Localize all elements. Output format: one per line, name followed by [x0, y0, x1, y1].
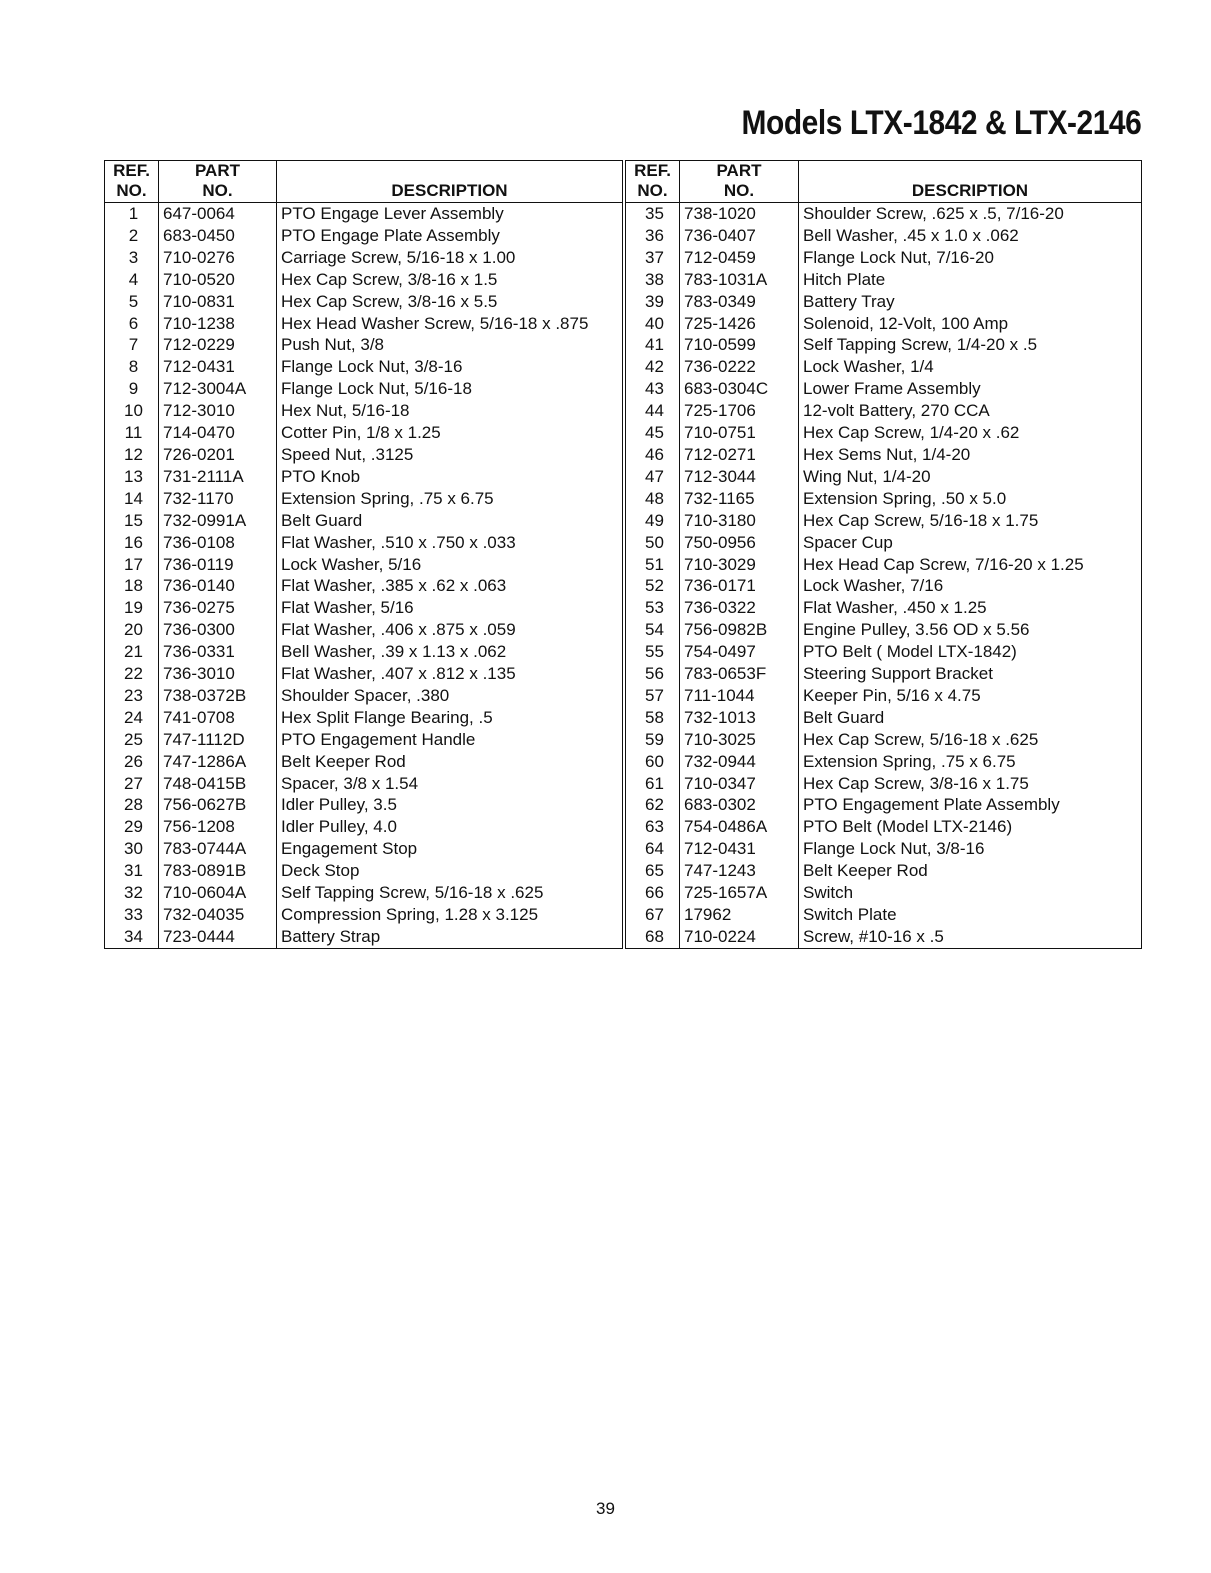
table-row	[626, 488, 1142, 510]
part-description: Hex Cap Screw, 5/16-18 x 1.75	[799, 510, 1142, 532]
table-row	[626, 860, 1142, 882]
table-row	[105, 444, 623, 466]
ref-header-top: REF.	[105, 161, 159, 182]
part-number: 756-0627B	[159, 794, 277, 816]
part-number: 783-0653F	[680, 663, 799, 685]
table-row	[626, 707, 1142, 729]
part-description: Shoulder Screw, .625 x .5, 7/16-20	[799, 203, 1142, 225]
ref-number: 23	[105, 685, 159, 707]
part-number: 712-0459	[680, 247, 799, 269]
ref-number: 24	[105, 707, 159, 729]
part-description: Bell Washer, .45 x 1.0 x .062	[799, 225, 1142, 247]
table-row	[105, 356, 623, 378]
table-row	[105, 291, 623, 313]
ref-number: 25	[105, 729, 159, 751]
part-number: 736-0300	[159, 619, 277, 641]
part-number: 736-0119	[159, 554, 277, 576]
ref-number: 16	[105, 532, 159, 554]
part-number: 710-0520	[159, 269, 277, 291]
ref-number: 36	[626, 225, 680, 247]
ref-number: 4	[105, 269, 159, 291]
ref-number: 58	[626, 707, 680, 729]
table-row	[105, 729, 623, 751]
part-number: 710-1238	[159, 313, 277, 335]
table-row	[105, 203, 623, 225]
ref-number: 46	[626, 444, 680, 466]
part-description: Hex Nut, 5/16-18	[277, 400, 623, 422]
ref-number: 68	[626, 926, 680, 948]
part-number: 748-0415B	[159, 773, 277, 795]
part-description: Hex Cap Screw, 3/8-16 x 1.75	[799, 773, 1142, 795]
part-number: 710-0751	[680, 422, 799, 444]
part-description: PTO Belt (Model LTX-2146)	[799, 816, 1142, 838]
part-description: Belt Keeper Rod	[799, 860, 1142, 882]
part-description: Switch	[799, 882, 1142, 904]
part-description: Hex Head Washer Screw, 5/16-18 x .875	[277, 313, 623, 335]
part-number: 741-0708	[159, 707, 277, 729]
table-row	[105, 313, 623, 335]
ref-number: 50	[626, 532, 680, 554]
table-row	[626, 729, 1142, 751]
ref-number: 63	[626, 816, 680, 838]
ref-number: 44	[626, 400, 680, 422]
part-description: Flange Lock Nut, 7/16-20	[799, 247, 1142, 269]
part-description: PTO Belt ( Model LTX-1842)	[799, 641, 1142, 663]
part-number: 726-0201	[159, 444, 277, 466]
part-number: 754-0486A	[680, 816, 799, 838]
part-description: Flat Washer, .407 x .812 x .135	[277, 663, 623, 685]
part-description: Spacer, 3/8 x 1.54	[277, 773, 623, 795]
part-description: Lock Washer, 1/4	[799, 356, 1142, 378]
table-row	[626, 532, 1142, 554]
ref-number: 10	[105, 400, 159, 422]
ref-number: 57	[626, 685, 680, 707]
part-number: 783-1031A	[680, 269, 799, 291]
part-number: 725-1657A	[680, 882, 799, 904]
table-row	[105, 378, 623, 400]
table-row	[105, 554, 623, 576]
table-row	[626, 882, 1142, 904]
part-description: Flat Washer, .406 x .875 x .059	[277, 619, 623, 641]
table-row	[105, 663, 623, 685]
part-description: Hex Split Flange Bearing, .5	[277, 707, 623, 729]
table-row	[626, 400, 1142, 422]
part-description: Speed Nut, .3125	[277, 444, 623, 466]
part-number: 731-2111A	[159, 466, 277, 488]
table-row	[626, 816, 1142, 838]
part-number: 683-0304C	[680, 378, 799, 400]
table-row	[626, 356, 1142, 378]
part-description: Lower Frame Assembly	[799, 378, 1142, 400]
ref-number: 9	[105, 378, 159, 400]
part-header-top: PART	[680, 161, 799, 182]
part-number: 747-1286A	[159, 751, 277, 773]
part-number: 712-0229	[159, 334, 277, 356]
ref-number: 6	[105, 313, 159, 335]
part-number: 736-0331	[159, 641, 277, 663]
part-number: 732-0991A	[159, 510, 277, 532]
description-header: DESCRIPTION	[277, 181, 623, 203]
table-row	[626, 751, 1142, 773]
table-row	[626, 619, 1142, 641]
part-description: Flat Washer, .510 x .750 x .033	[277, 532, 623, 554]
table-row	[626, 422, 1142, 444]
part-number: 714-0470	[159, 422, 277, 444]
ref-number: 40	[626, 313, 680, 335]
ref-number: 42	[626, 356, 680, 378]
part-number: 723-0444	[159, 926, 277, 948]
part-description: Battery Strap	[277, 926, 623, 948]
part-number: 738-1020	[680, 203, 799, 225]
parts-table-right	[625, 160, 1142, 949]
ref-number: 37	[626, 247, 680, 269]
ref-number: 39	[626, 291, 680, 313]
part-number: 725-1426	[680, 313, 799, 335]
ref-number: 65	[626, 860, 680, 882]
ref-number: 19	[105, 597, 159, 619]
part-description: Steering Support Bracket	[799, 663, 1142, 685]
ref-number: 35	[626, 203, 680, 225]
part-number: 756-1208	[159, 816, 277, 838]
ref-number: 28	[105, 794, 159, 816]
part-number: 736-3010	[159, 663, 277, 685]
ref-number: 41	[626, 334, 680, 356]
table-row	[105, 532, 623, 554]
part-description: Battery Tray	[799, 291, 1142, 313]
part-description: Self Tapping Screw, 1/4-20 x .5	[799, 334, 1142, 356]
part-description: Push Nut, 3/8	[277, 334, 623, 356]
part-number: 711-1044	[680, 685, 799, 707]
ref-number: 59	[626, 729, 680, 751]
part-number: 710-3180	[680, 510, 799, 532]
ref-number: 29	[105, 816, 159, 838]
description-header: DESCRIPTION	[799, 181, 1142, 203]
part-description: Belt Guard	[799, 707, 1142, 729]
part-description: Switch Plate	[799, 904, 1142, 926]
part-description: Spacer Cup	[799, 532, 1142, 554]
ref-number: 51	[626, 554, 680, 576]
part-header-top: PART	[159, 161, 277, 182]
part-description: Engagement Stop	[277, 838, 623, 860]
part-number: 736-0171	[680, 575, 799, 597]
part-number: 736-0322	[680, 597, 799, 619]
ref-number: 34	[105, 926, 159, 948]
part-number: 736-0407	[680, 225, 799, 247]
table-row	[105, 619, 623, 641]
part-description: PTO Engagement Handle	[277, 729, 623, 751]
table-row	[626, 466, 1142, 488]
ref-number: 67	[626, 904, 680, 926]
ref-number: 43	[626, 378, 680, 400]
part-number: 736-0108	[159, 532, 277, 554]
ref-number: 3	[105, 247, 159, 269]
ref-number: 38	[626, 269, 680, 291]
table-row	[105, 400, 623, 422]
part-description: Flange Lock Nut, 3/8-16	[277, 356, 623, 378]
ref-number: 15	[105, 510, 159, 532]
part-description: 12-volt Battery, 270 CCA	[799, 400, 1142, 422]
part-number: 783-0349	[680, 291, 799, 313]
page-number: 39	[596, 1499, 615, 1518]
ref-number: 8	[105, 356, 159, 378]
table-row	[105, 882, 623, 904]
ref-number: 26	[105, 751, 159, 773]
part-description: Flat Washer, .450 x 1.25	[799, 597, 1142, 619]
part-description: Extension Spring, .75 x 6.75	[277, 488, 623, 510]
part-description: Wing Nut, 1/4-20	[799, 466, 1142, 488]
ref-number: 45	[626, 422, 680, 444]
parts-table-left	[104, 160, 623, 949]
ref-number: 64	[626, 838, 680, 860]
ref-number: 20	[105, 619, 159, 641]
part-number: 647-0064	[159, 203, 277, 225]
ref-number: 61	[626, 773, 680, 795]
part-description: Belt Guard	[277, 510, 623, 532]
part-number: 710-0347	[680, 773, 799, 795]
table-row	[105, 904, 623, 926]
table-row	[626, 334, 1142, 356]
part-number: 710-0831	[159, 291, 277, 313]
part-number: 736-0140	[159, 575, 277, 597]
ref-number: 33	[105, 904, 159, 926]
ref-number: 14	[105, 488, 159, 510]
part-description: Cotter Pin, 1/8 x 1.25	[277, 422, 623, 444]
table-row	[626, 641, 1142, 663]
ref-number: 48	[626, 488, 680, 510]
part-number: 712-0271	[680, 444, 799, 466]
table-row	[105, 926, 623, 948]
part-description: Self Tapping Screw, 5/16-18 x .625	[277, 882, 623, 904]
table-row	[626, 203, 1142, 225]
part-number: 710-3029	[680, 554, 799, 576]
part-description: PTO Knob	[277, 466, 623, 488]
parts-list-left	[105, 203, 623, 949]
part-number: 732-0944	[680, 751, 799, 773]
table-row	[105, 685, 623, 707]
part-description: Hex Sems Nut, 1/4-20	[799, 444, 1142, 466]
part-number: 712-0431	[680, 838, 799, 860]
part-number: 732-04035	[159, 904, 277, 926]
part-number: 756-0982B	[680, 619, 799, 641]
part-number: 732-1170	[159, 488, 277, 510]
part-number: 712-0431	[159, 356, 277, 378]
ref-header-bottom: NO.	[105, 181, 159, 203]
ref-number: 18	[105, 575, 159, 597]
table-row	[626, 510, 1142, 532]
part-number: 710-3025	[680, 729, 799, 751]
ref-number: 11	[105, 422, 159, 444]
table-row	[105, 334, 623, 356]
part-description: Hex Cap Screw, 3/8-16 x 1.5	[277, 269, 623, 291]
part-description: Carriage Screw, 5/16-18 x 1.00	[277, 247, 623, 269]
table-row	[626, 773, 1142, 795]
part-description: Flat Washer, 5/16	[277, 597, 623, 619]
part-number: 747-1243	[680, 860, 799, 882]
ref-number: 30	[105, 838, 159, 860]
table-row	[105, 575, 623, 597]
ref-number: 55	[626, 641, 680, 663]
table-row	[105, 422, 623, 444]
table-row	[626, 926, 1142, 948]
table-row	[105, 641, 623, 663]
part-description: Hitch Plate	[799, 269, 1142, 291]
table-row	[105, 247, 623, 269]
part-description: Solenoid, 12-Volt, 100 Amp	[799, 313, 1142, 335]
part-number: 710-0224	[680, 926, 799, 948]
part-number: 732-1013	[680, 707, 799, 729]
part-description: Belt Keeper Rod	[277, 751, 623, 773]
table-row	[105, 751, 623, 773]
table-row	[626, 663, 1142, 685]
part-number: 732-1165	[680, 488, 799, 510]
ref-number: 17	[105, 554, 159, 576]
part-number: 736-0275	[159, 597, 277, 619]
ref-number: 56	[626, 663, 680, 685]
table-row	[626, 838, 1142, 860]
ref-number: 21	[105, 641, 159, 663]
ref-number: 66	[626, 882, 680, 904]
ref-number: 52	[626, 575, 680, 597]
part-number: 710-0276	[159, 247, 277, 269]
ref-number: 12	[105, 444, 159, 466]
table-row	[626, 444, 1142, 466]
table-row	[105, 838, 623, 860]
part-number: 712-3010	[159, 400, 277, 422]
table-row	[626, 685, 1142, 707]
ref-number: 62	[626, 794, 680, 816]
table-row	[105, 794, 623, 816]
ref-number: 2	[105, 225, 159, 247]
part-description: Extension Spring, .75 x 6.75	[799, 751, 1142, 773]
part-header-bottom: NO.	[159, 181, 277, 203]
table-row	[626, 597, 1142, 619]
table-row	[626, 313, 1142, 335]
table-row	[105, 707, 623, 729]
table-row	[626, 554, 1142, 576]
part-number: 783-0744A	[159, 838, 277, 860]
table-row	[105, 510, 623, 532]
part-number: 736-0222	[680, 356, 799, 378]
part-description: Lock Washer, 7/16	[799, 575, 1142, 597]
part-description: Idler Pulley, 3.5	[277, 794, 623, 816]
part-description: PTO Engage Lever Assembly	[277, 203, 623, 225]
part-number: 17962	[680, 904, 799, 926]
part-number: 710-0599	[680, 334, 799, 356]
part-description: Compression Spring, 1.28 x 3.125	[277, 904, 623, 926]
ref-number: 5	[105, 291, 159, 313]
part-number: 725-1706	[680, 400, 799, 422]
ref-number: 54	[626, 619, 680, 641]
table-row	[626, 269, 1142, 291]
part-number: 747-1112D	[159, 729, 277, 751]
part-number: 712-3044	[680, 466, 799, 488]
part-description: Shoulder Spacer, .380	[277, 685, 623, 707]
part-description: PTO Engagement Plate Assembly	[799, 794, 1142, 816]
page-title: Models LTX-1842 & LTX-2146	[741, 104, 1141, 142]
table-row	[105, 488, 623, 510]
table-row	[105, 466, 623, 488]
table-row	[105, 597, 623, 619]
part-number: 712-3004A	[159, 378, 277, 400]
ref-header-top: REF.	[626, 161, 680, 182]
part-description: Hex Cap Screw, 5/16-18 x .625	[799, 729, 1142, 751]
ref-number: 60	[626, 751, 680, 773]
ref-number: 1	[105, 203, 159, 225]
part-number: 783-0891B	[159, 860, 277, 882]
part-description: Hex Cap Screw, 1/4-20 x .62	[799, 422, 1142, 444]
part-description: Flat Washer, .385 x .62 x .063	[277, 575, 623, 597]
part-description: Hex Head Cap Screw, 7/16-20 x 1.25	[799, 554, 1142, 576]
ref-header-bottom: NO.	[626, 181, 680, 203]
part-description: Flange Lock Nut, 5/16-18	[277, 378, 623, 400]
part-description: Engine Pulley, 3.56 OD x 5.56	[799, 619, 1142, 641]
table-row	[626, 247, 1142, 269]
table-row	[105, 773, 623, 795]
part-number: 738-0372B	[159, 685, 277, 707]
part-description: Deck Stop	[277, 860, 623, 882]
table-row	[626, 794, 1142, 816]
table-row	[626, 575, 1142, 597]
ref-number: 22	[105, 663, 159, 685]
part-number: 750-0956	[680, 532, 799, 554]
part-description: Idler Pulley, 4.0	[277, 816, 623, 838]
ref-number: 32	[105, 882, 159, 904]
table-row	[626, 291, 1142, 313]
ref-number: 49	[626, 510, 680, 532]
ref-number: 27	[105, 773, 159, 795]
part-number: 683-0302	[680, 794, 799, 816]
table-row	[626, 378, 1142, 400]
part-number: 710-0604A	[159, 882, 277, 904]
part-description: Flange Lock Nut, 3/8-16	[799, 838, 1142, 860]
parts-list-right	[626, 203, 1142, 949]
part-description: Keeper Pin, 5/16 x 4.75	[799, 685, 1142, 707]
part-number: 683-0450	[159, 225, 277, 247]
part-header-bottom: NO.	[680, 181, 799, 203]
part-description: Screw, #10-16 x .5	[799, 926, 1142, 948]
table-row	[105, 225, 623, 247]
table-row	[105, 860, 623, 882]
table-row	[105, 269, 623, 291]
ref-number: 53	[626, 597, 680, 619]
part-description: Bell Washer, .39 x 1.13 x .062	[277, 641, 623, 663]
part-description: Extension Spring, .50 x 5.0	[799, 488, 1142, 510]
part-number: 754-0497	[680, 641, 799, 663]
table-row	[626, 904, 1142, 926]
part-description: Lock Washer, 5/16	[277, 554, 623, 576]
part-description: Hex Cap Screw, 3/8-16 x 5.5	[277, 291, 623, 313]
ref-number: 13	[105, 466, 159, 488]
ref-number: 47	[626, 466, 680, 488]
table-row	[626, 225, 1142, 247]
ref-number: 7	[105, 334, 159, 356]
table-row	[105, 816, 623, 838]
ref-number: 31	[105, 860, 159, 882]
part-description: PTO Engage Plate Assembly	[277, 225, 623, 247]
